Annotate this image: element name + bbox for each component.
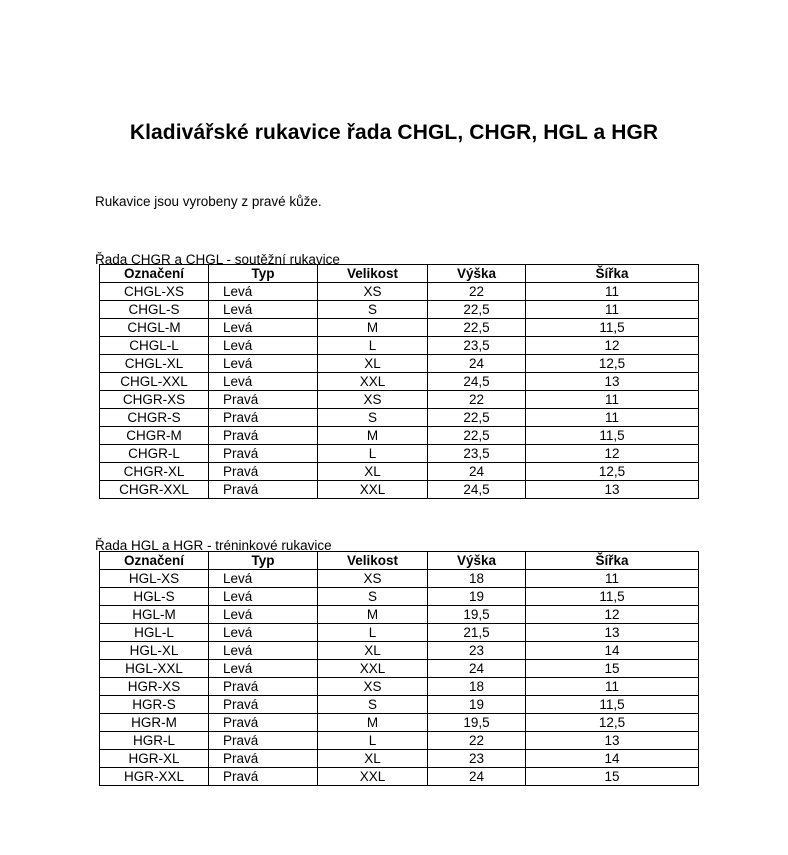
cell-vyska: 18 bbox=[428, 570, 526, 588]
cell-velikost: XXL bbox=[318, 373, 428, 391]
cell-oznaceni: CHGL-XXL bbox=[100, 373, 209, 391]
cell-sirka: 11 bbox=[526, 391, 699, 409]
cell-typ: Pravá bbox=[209, 732, 318, 750]
cell-oznaceni: CHGR-S bbox=[100, 409, 209, 427]
cell-oznaceni: HGR-XS bbox=[100, 678, 209, 696]
cell-sirka: 11 bbox=[526, 678, 699, 696]
column-header-vyska: Výška bbox=[428, 552, 526, 570]
cell-vyska: 22,5 bbox=[428, 301, 526, 319]
cell-sirka: 13 bbox=[526, 373, 699, 391]
cell-sirka: 11 bbox=[526, 301, 699, 319]
cell-velikost: XL bbox=[318, 750, 428, 768]
cell-oznaceni: HGR-M bbox=[100, 714, 209, 732]
cell-velikost: XXL bbox=[318, 660, 428, 678]
cell-sirka: 12 bbox=[526, 337, 699, 355]
cell-vyska: 24 bbox=[428, 660, 526, 678]
cell-vyska: 18 bbox=[428, 678, 526, 696]
cell-typ: Levá bbox=[209, 624, 318, 642]
cell-typ: Pravá bbox=[209, 678, 318, 696]
column-header-velikost: Velikost bbox=[318, 265, 428, 283]
cell-vyska: 23,5 bbox=[428, 337, 526, 355]
cell-sirka: 13 bbox=[526, 481, 699, 499]
cell-vyska: 22 bbox=[428, 391, 526, 409]
table-row bbox=[100, 642, 699, 660]
cell-sirka: 11,5 bbox=[526, 696, 699, 714]
cell-typ: Pravá bbox=[209, 481, 318, 499]
table-body bbox=[100, 570, 699, 786]
table-row bbox=[100, 463, 699, 481]
cell-oznaceni: HGR-XL bbox=[100, 750, 209, 768]
cell-typ: Pravá bbox=[209, 391, 318, 409]
table-row bbox=[100, 696, 699, 714]
cell-typ: Pravá bbox=[209, 768, 318, 786]
table-row bbox=[100, 481, 699, 499]
column-header-typ: Typ bbox=[209, 552, 318, 570]
table-header-row bbox=[100, 552, 699, 570]
table-row bbox=[100, 660, 699, 678]
cell-oznaceni: HGL-M bbox=[100, 606, 209, 624]
table-row bbox=[100, 570, 699, 588]
cell-vyska: 24 bbox=[428, 355, 526, 373]
cell-typ: Pravá bbox=[209, 409, 318, 427]
cell-typ: Levá bbox=[209, 642, 318, 660]
column-header-oznaceni: Označení bbox=[100, 552, 209, 570]
table-row bbox=[100, 588, 699, 606]
intro-paragraph: Rukavice jsou vyrobeny z pravé kůže. bbox=[95, 193, 322, 209]
cell-oznaceni: CHGR-XXL bbox=[100, 481, 209, 499]
cell-oznaceni: CHGL-XL bbox=[100, 355, 209, 373]
cell-oznaceni: HGL-XXL bbox=[100, 660, 209, 678]
table-row bbox=[100, 355, 699, 373]
cell-sirka: 11 bbox=[526, 283, 699, 301]
table-row bbox=[100, 373, 699, 391]
cell-typ: Levá bbox=[209, 301, 318, 319]
table-row bbox=[100, 391, 699, 409]
cell-sirka: 12,5 bbox=[526, 714, 699, 732]
cell-oznaceni: HGR-S bbox=[100, 696, 209, 714]
table-row bbox=[100, 714, 699, 732]
cell-typ: Pravá bbox=[209, 463, 318, 481]
cell-oznaceni: HGL-S bbox=[100, 588, 209, 606]
cell-vyska: 22,5 bbox=[428, 409, 526, 427]
table-row bbox=[100, 445, 699, 463]
column-header-velikost: Velikost bbox=[318, 552, 428, 570]
column-header-sirka: Šířka bbox=[526, 552, 699, 570]
table-row bbox=[100, 301, 699, 319]
cell-vyska: 22,5 bbox=[428, 319, 526, 337]
cell-sirka: 12 bbox=[526, 606, 699, 624]
cell-sirka: 11,5 bbox=[526, 319, 699, 337]
cell-oznaceni: HGR-L bbox=[100, 732, 209, 750]
cell-sirka: 13 bbox=[526, 732, 699, 750]
cell-sirka: 11,5 bbox=[526, 588, 699, 606]
cell-velikost: S bbox=[318, 301, 428, 319]
cell-typ: Levá bbox=[209, 588, 318, 606]
cell-sirka: 14 bbox=[526, 642, 699, 660]
cell-oznaceni: HGR-XXL bbox=[100, 768, 209, 786]
cell-vyska: 24 bbox=[428, 768, 526, 786]
size-table-competition bbox=[99, 264, 699, 499]
cell-oznaceni: CHGR-XS bbox=[100, 391, 209, 409]
cell-oznaceni: CHGR-L bbox=[100, 445, 209, 463]
cell-sirka: 12,5 bbox=[526, 463, 699, 481]
cell-vyska: 23 bbox=[428, 750, 526, 768]
cell-velikost: S bbox=[318, 588, 428, 606]
section-caption-competition: Řada CHGR a CHGL - soutěžní rukavice bbox=[95, 251, 340, 267]
cell-velikost: L bbox=[318, 337, 428, 355]
cell-typ: Levá bbox=[209, 319, 318, 337]
cell-sirka: 15 bbox=[526, 768, 699, 786]
cell-velikost: M bbox=[318, 319, 428, 337]
cell-vyska: 21,5 bbox=[428, 624, 526, 642]
cell-typ: Levá bbox=[209, 606, 318, 624]
cell-oznaceni: CHGL-M bbox=[100, 319, 209, 337]
table-row bbox=[100, 624, 699, 642]
cell-velikost: M bbox=[318, 714, 428, 732]
cell-typ: Pravá bbox=[209, 714, 318, 732]
column-header-oznaceni: Označení bbox=[100, 265, 209, 283]
cell-velikost: XL bbox=[318, 642, 428, 660]
cell-vyska: 23 bbox=[428, 642, 526, 660]
cell-oznaceni: HGL-XS bbox=[100, 570, 209, 588]
cell-vyska: 24,5 bbox=[428, 373, 526, 391]
cell-typ: Levá bbox=[209, 660, 318, 678]
table-row bbox=[100, 337, 699, 355]
cell-velikost: XS bbox=[318, 678, 428, 696]
cell-oznaceni: CHGL-XS bbox=[100, 283, 209, 301]
cell-typ: Pravá bbox=[209, 445, 318, 463]
table-row bbox=[100, 732, 699, 750]
cell-vyska: 24 bbox=[428, 463, 526, 481]
section-caption-training: Řada HGL a HGR - tréninkové rukavice bbox=[95, 537, 332, 553]
cell-vyska: 22 bbox=[428, 283, 526, 301]
table-row bbox=[100, 606, 699, 624]
cell-sirka: 13 bbox=[526, 624, 699, 642]
cell-vyska: 23,5 bbox=[428, 445, 526, 463]
column-header-typ: Typ bbox=[209, 265, 318, 283]
cell-sirka: 11 bbox=[526, 409, 699, 427]
cell-typ: Levá bbox=[209, 570, 318, 588]
table-row bbox=[100, 750, 699, 768]
table-row bbox=[100, 409, 699, 427]
cell-typ: Pravá bbox=[209, 750, 318, 768]
cell-vyska: 19 bbox=[428, 696, 526, 714]
cell-typ: Pravá bbox=[209, 427, 318, 445]
cell-velikost: L bbox=[318, 624, 428, 642]
cell-velikost: XS bbox=[318, 391, 428, 409]
cell-oznaceni: CHGR-M bbox=[100, 427, 209, 445]
table-row bbox=[100, 319, 699, 337]
cell-typ: Levá bbox=[209, 337, 318, 355]
cell-velikost: M bbox=[318, 427, 428, 445]
cell-sirka: 15 bbox=[526, 660, 699, 678]
cell-typ: Levá bbox=[209, 355, 318, 373]
cell-vyska: 22,5 bbox=[428, 427, 526, 445]
cell-sirka: 14 bbox=[526, 750, 699, 768]
cell-oznaceni: CHGR-XL bbox=[100, 463, 209, 481]
cell-typ: Pravá bbox=[209, 696, 318, 714]
table-row bbox=[100, 427, 699, 445]
cell-velikost: L bbox=[318, 445, 428, 463]
page-title: Kladivářské rukavice řada CHGL, CHGR, HGL a HGR bbox=[129, 121, 659, 145]
cell-sirka: 12 bbox=[526, 445, 699, 463]
cell-sirka: 12,5 bbox=[526, 355, 699, 373]
column-header-vyska: Výška bbox=[428, 265, 526, 283]
size-table-training bbox=[99, 551, 699, 786]
cell-velikost: S bbox=[318, 409, 428, 427]
cell-vyska: 24,5 bbox=[428, 481, 526, 499]
cell-sirka: 11 bbox=[526, 570, 699, 588]
cell-oznaceni: CHGL-S bbox=[100, 301, 209, 319]
cell-oznaceni: HGL-XL bbox=[100, 642, 209, 660]
cell-vyska: 19 bbox=[428, 588, 526, 606]
cell-velikost: S bbox=[318, 696, 428, 714]
cell-velikost: XXL bbox=[318, 481, 428, 499]
cell-sirka: 11,5 bbox=[526, 427, 699, 445]
cell-velikost: XL bbox=[318, 355, 428, 373]
cell-velikost: L bbox=[318, 732, 428, 750]
table-row bbox=[100, 283, 699, 301]
cell-oznaceni: HGL-L bbox=[100, 624, 209, 642]
cell-velikost: M bbox=[318, 606, 428, 624]
column-header-sirka: Šířka bbox=[526, 265, 699, 283]
cell-vyska: 19,5 bbox=[428, 606, 526, 624]
cell-velikost: XS bbox=[318, 283, 428, 301]
cell-oznaceni: CHGL-L bbox=[100, 337, 209, 355]
table-row bbox=[100, 768, 699, 786]
cell-typ: Levá bbox=[209, 373, 318, 391]
table-body bbox=[100, 283, 699, 499]
table-header-row bbox=[100, 265, 699, 283]
cell-velikost: XL bbox=[318, 463, 428, 481]
cell-vyska: 22 bbox=[428, 732, 526, 750]
table-row bbox=[100, 678, 699, 696]
cell-typ: Levá bbox=[209, 283, 318, 301]
cell-velikost: XS bbox=[318, 570, 428, 588]
cell-vyska: 19,5 bbox=[428, 714, 526, 732]
cell-velikost: XXL bbox=[318, 768, 428, 786]
